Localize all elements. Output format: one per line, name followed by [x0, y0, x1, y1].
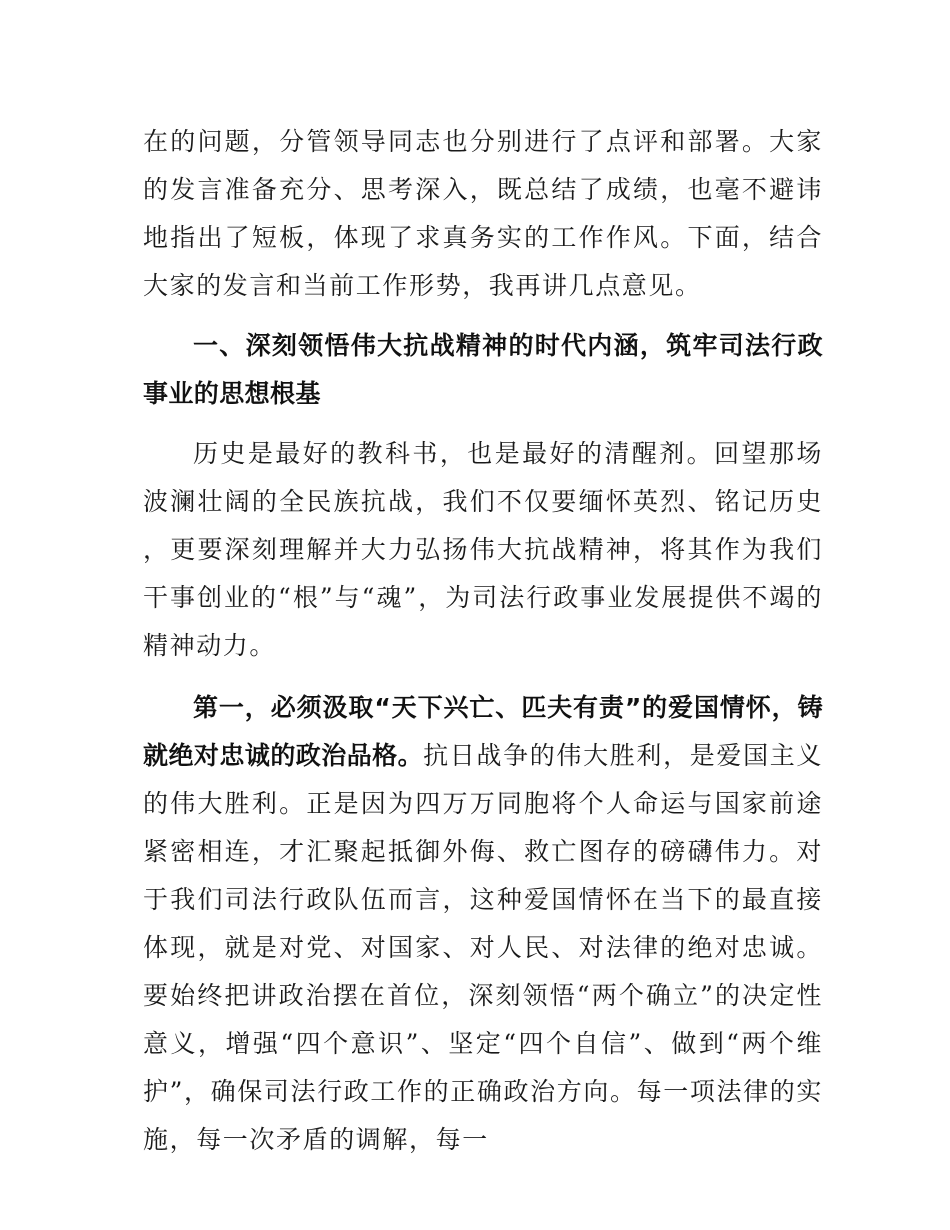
document-body [143, 118, 823, 1164]
paragraph-first-point [143, 684, 823, 1164]
paragraph-text: 抗日战争的伟大胜利，是爱国主义的伟大胜利。正是因为四万万同胞将个人命运与国家前途紧密相连，才汇聚起抵御外侮、救亡图存的磅礴伟力。对于我们司法行政队伍而言，这种爱国情怀在当下的最直接体现，就是对党、对国家、对人民、对法律的绝对忠诚。要始终把讲政治摆在首位，深刻领悟“两个确立”的决定性意义，增强“四个意识”、坚定“四个自信”、做到“两个维护”，确保司法行政工作的正确政治方向。每一项法律的实施，每一次矛盾的调解，每一 [143, 741, 823, 1154]
paragraph-text: 在的问题，分管领导同志也分别进行了点评和部署。大家的发言准备充分、思考深入，既总结了成绩，也毫不避讳地指出了短板，体现了求真务实的工作作风。下面，结合大家的发言和当前工作形势，我再讲几点意见。 [143, 127, 823, 300]
paragraph-text: 历史是最好的教科书，也是最好的清醒剂。回望那场波澜壮阔的全民族抗战，我们不仅要缅怀英烈、铭记历史，更要深刻理解并大力弘扬伟大抗战精神，将其作为我们干事创业的“根”与“魂”，为司法行政事业发展提供不竭的精神动力。 [143, 439, 823, 660]
section-heading-one [143, 322, 823, 418]
paragraph-history [143, 430, 823, 670]
heading-text: 一、深刻领悟伟大抗战精神的时代内涵，筑牢司法行政事业的思想根基 [143, 331, 823, 408]
point-lead-sentence: 第一，必须汲取“天下兴亡、匹夫有责”的爱国情怀，铸就绝对忠诚的政治品格。 [143, 693, 823, 770]
paragraph-intro-continuation [143, 118, 823, 310]
